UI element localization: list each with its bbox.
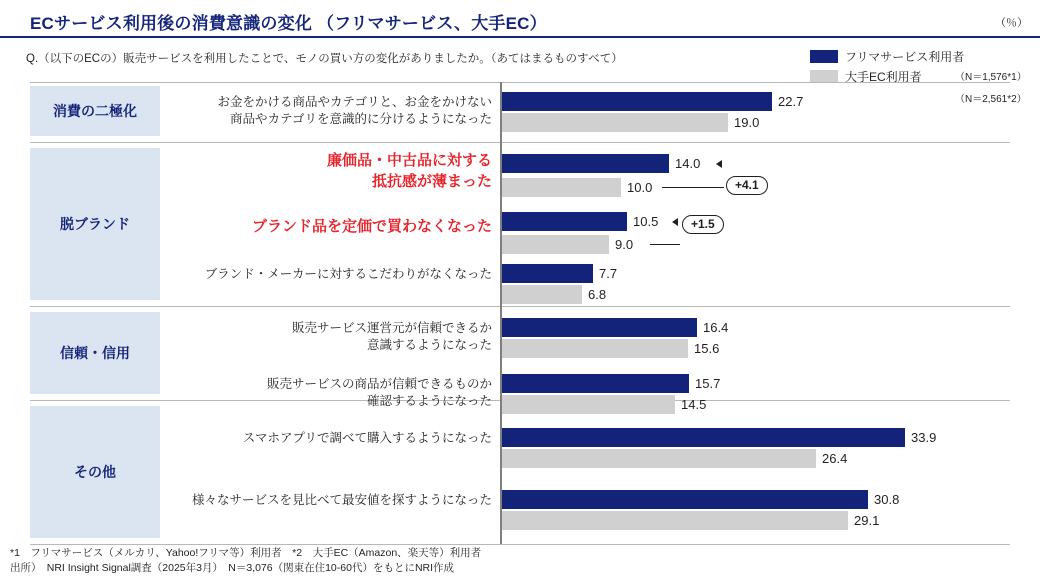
- row-separator: [30, 544, 1010, 545]
- bar-grey-1: [502, 178, 621, 197]
- bar-navy-1: [502, 154, 669, 173]
- bar-value-grey-5: 14.5: [681, 397, 707, 412]
- row-label-2: ブランド品を定価で買わなくなった: [251, 218, 492, 235]
- bar-value-navy-2: 10.5: [633, 214, 659, 229]
- legend-swatch-navy: [810, 50, 838, 63]
- bar-navy-6: [502, 428, 905, 447]
- bar-grey-6: [502, 449, 816, 468]
- bar-grey-7: [502, 511, 848, 530]
- bar-navy-0: [502, 92, 772, 111]
- legend-n-furima: （N＝1,576*1）: [955, 72, 1027, 83]
- bar-value-navy-5: 15.7: [695, 376, 721, 391]
- question-text: Q.（以下のECの）販売サービスを利用したことで、モノの買い方の変化がありましたか。（あてはまるものすべて）: [26, 53, 623, 65]
- row-label-7: 様々なサービスを見比べて最安値を探すようになった: [191, 493, 492, 507]
- bar-grey-3: [502, 285, 582, 304]
- category-box-trust: 信頼・信用: [30, 312, 160, 394]
- row-label-4: 販売サービス運営元が信頼できるか 意識するようになった: [291, 321, 492, 352]
- legend: [810, 46, 1027, 105]
- category-box-debrand: 脱ブランド: [30, 148, 160, 300]
- row-separator: [30, 82, 1010, 83]
- diff-badge-2: +1.5: [682, 215, 724, 234]
- legend-label-majorec: 大手EC利用者: [845, 69, 922, 84]
- legend-n-majorec: （N＝2,561*2）: [955, 94, 1027, 105]
- legend-item-furima: [810, 46, 964, 66]
- legend-label-furima: フリマサービス利用者: [845, 49, 965, 64]
- bar-value-grey-7: 29.1: [854, 513, 880, 528]
- bar-navy-3: [502, 264, 593, 283]
- diff-badge-1: +4.1: [726, 176, 768, 195]
- bar-value-grey-1: 10.0: [627, 180, 653, 195]
- bar-value-navy-3: 7.7: [599, 266, 618, 281]
- bar-navy-2: [502, 212, 627, 231]
- value-axis: [500, 82, 502, 544]
- row-separator: [30, 306, 1010, 307]
- category-box-other: その他: [30, 406, 160, 538]
- bar-grey-4: [502, 339, 688, 358]
- bar-value-navy-1: 14.0: [675, 156, 701, 171]
- row-label-6: スマホアプリで調べて購入するようになった: [242, 431, 492, 445]
- legend-swatch-grey: [810, 70, 838, 83]
- bar-navy-4: [502, 318, 697, 337]
- bar-value-navy-4: 16.4: [703, 320, 729, 335]
- callout-leader-1: [662, 187, 724, 188]
- footnote-1: *1 フリマサービス（メルカリ、Yahoo!フリマ等）利用者 *2 大手EC（Amazon、楽天等）利用者: [10, 547, 482, 559]
- bar-value-grey-3: 6.8: [588, 287, 607, 302]
- row-label-5: 販売サービスの商品が信頼できるものか 確認するようになった: [266, 377, 492, 408]
- bar-value-grey-4: 15.6: [694, 341, 720, 356]
- row-label-1: 廉価品・中古品に対する 抵抗感が薄まった: [326, 152, 492, 190]
- chart-area: [0, 82, 1040, 544]
- unit-label: （％）: [995, 17, 1028, 29]
- row-separator: [30, 142, 1010, 143]
- page-title: ECサービス利用後の消費意識の変化 （フリマサービス、大手EC）: [30, 14, 547, 33]
- bar-navy-7: [502, 490, 868, 509]
- bar-value-grey-0: 19.0: [734, 115, 760, 130]
- bar-grey-2: [502, 235, 609, 254]
- title-bar: [0, 6, 1040, 38]
- row-label-3: ブランド・メーカーに対するこだわりがなくなった: [204, 267, 492, 281]
- callout-arrow-2: [672, 218, 678, 226]
- bar-value-navy-7: 30.8: [874, 492, 900, 507]
- bar-value-navy-0: 22.7: [778, 94, 804, 109]
- row-label-0: お金をかける商品やカテゴリと、お金をかけない 商品やカテゴリを意識的に分けるようになった: [217, 95, 492, 126]
- bar-navy-5: [502, 374, 689, 393]
- footnotes: [10, 546, 481, 576]
- bar-grey-5: [502, 395, 675, 414]
- bar-value-navy-6: 33.9: [911, 430, 937, 445]
- callout-leader-2: [650, 244, 680, 245]
- bar-value-grey-6: 26.4: [822, 451, 848, 466]
- bar-value-grey-2: 9.0: [615, 237, 634, 252]
- callout-arrow-1: [716, 160, 722, 168]
- footnote-2: 出所） NRI Insight Signal調査（2025年3月） N＝3,076（関東在住10-60代）をもとにNRI作成: [10, 562, 455, 574]
- bar-grey-0: [502, 113, 728, 132]
- category-box-polarization: 消費の二極化: [30, 86, 160, 136]
